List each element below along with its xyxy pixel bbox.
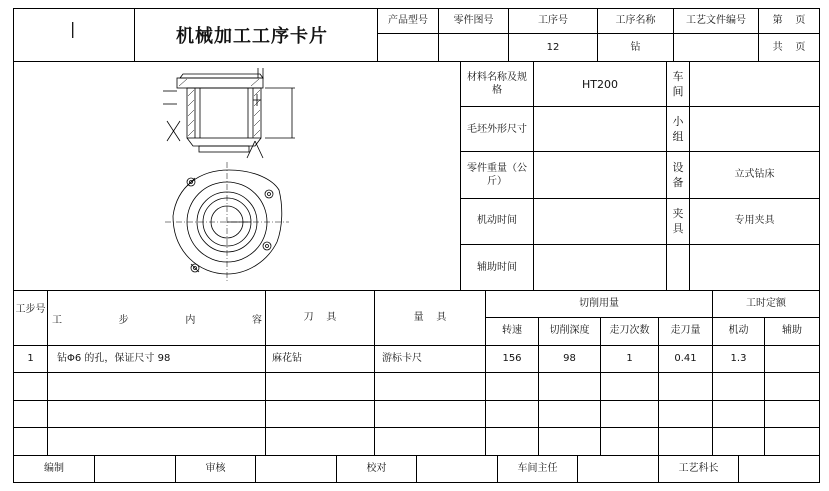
gauge-label: 量 具 — [413, 312, 447, 323]
group-label: 小组 — [672, 115, 684, 143]
material-label: 材料名称及规格 — [467, 72, 527, 96]
review-label: 审核 — [205, 463, 226, 474]
speed-label: 转速 — [502, 325, 522, 336]
operation-name-label: 工序名称 — [615, 15, 656, 26]
workshop-label: 车间 — [672, 70, 684, 98]
equipment-label: 设备 — [672, 161, 684, 189]
process-chief-label: 工艺科长 — [678, 463, 719, 474]
step-content-char: 内 — [185, 315, 196, 326]
row-gauge: 游标卡尺 — [382, 353, 422, 364]
step-content-char: 工 — [52, 315, 62, 326]
blank-size-label: 毛坯外形尺寸 — [467, 124, 527, 135]
tool-label: 刀 具 — [303, 312, 337, 323]
part-drawing-label: 零件图号 — [453, 15, 494, 26]
row-feed: 0.41 — [674, 353, 697, 364]
machine-label: 机动 — [728, 325, 749, 336]
row-content: 钻Φ6 的孔，保证尺寸 98 — [57, 353, 171, 364]
cutting-label: 切削用量 — [579, 298, 619, 309]
total-label: 共 页 — [772, 42, 806, 53]
equipment-value: 立式钻床 — [734, 169, 775, 180]
product-model-label: 产品型号 — [388, 15, 428, 26]
step-no-label: 工步号 — [15, 304, 46, 315]
operation-no-value: 12 — [546, 42, 560, 53]
card-title: 机械加工工序卡片 — [176, 26, 328, 47]
step-content-char: 步 — [118, 315, 129, 326]
operation-no-label: 工序号 — [538, 15, 568, 26]
aux-label: 辅助 — [782, 325, 802, 336]
part-drawing — [155, 66, 315, 288]
step-content-char: 容 — [251, 315, 262, 326]
logo-mark: | — [70, 19, 76, 38]
aux-time-label: 辅助时间 — [477, 262, 517, 273]
page-label: 第 页 — [772, 15, 806, 26]
step-content-label — [52, 311, 262, 326]
row-speed: 156 — [502, 353, 522, 364]
row-passes: 1 — [626, 353, 633, 364]
row-depth: 98 — [563, 353, 576, 364]
fixture-value: 专用夹具 — [734, 215, 775, 226]
material-value: HT200 — [582, 78, 618, 91]
passes-label: 走刀次数 — [609, 325, 650, 336]
depth-label: 切削深度 — [549, 325, 590, 336]
fixture-label: 夹具 — [672, 207, 684, 235]
plan-view — [165, 162, 289, 282]
row-tool: 麻花钻 — [272, 353, 302, 364]
row-step-no: 1 — [27, 353, 34, 364]
time-quota-label: 工时定额 — [746, 298, 786, 309]
proofread-label: 校对 — [366, 463, 387, 474]
machine-time-label: 机动时间 — [477, 215, 517, 226]
section-view — [163, 68, 295, 158]
workshop-head-label: 车间主任 — [517, 463, 558, 474]
process-doc-no-label: 工艺文件编号 — [686, 15, 746, 26]
compile-label: 编制 — [44, 463, 64, 474]
row-machine-time: 1.3 — [730, 353, 747, 364]
part-weight-label: 零件重量（公斤） — [467, 163, 527, 187]
operation-name-value: 钻 — [630, 42, 641, 53]
feed-label: 走刀量 — [670, 325, 701, 336]
